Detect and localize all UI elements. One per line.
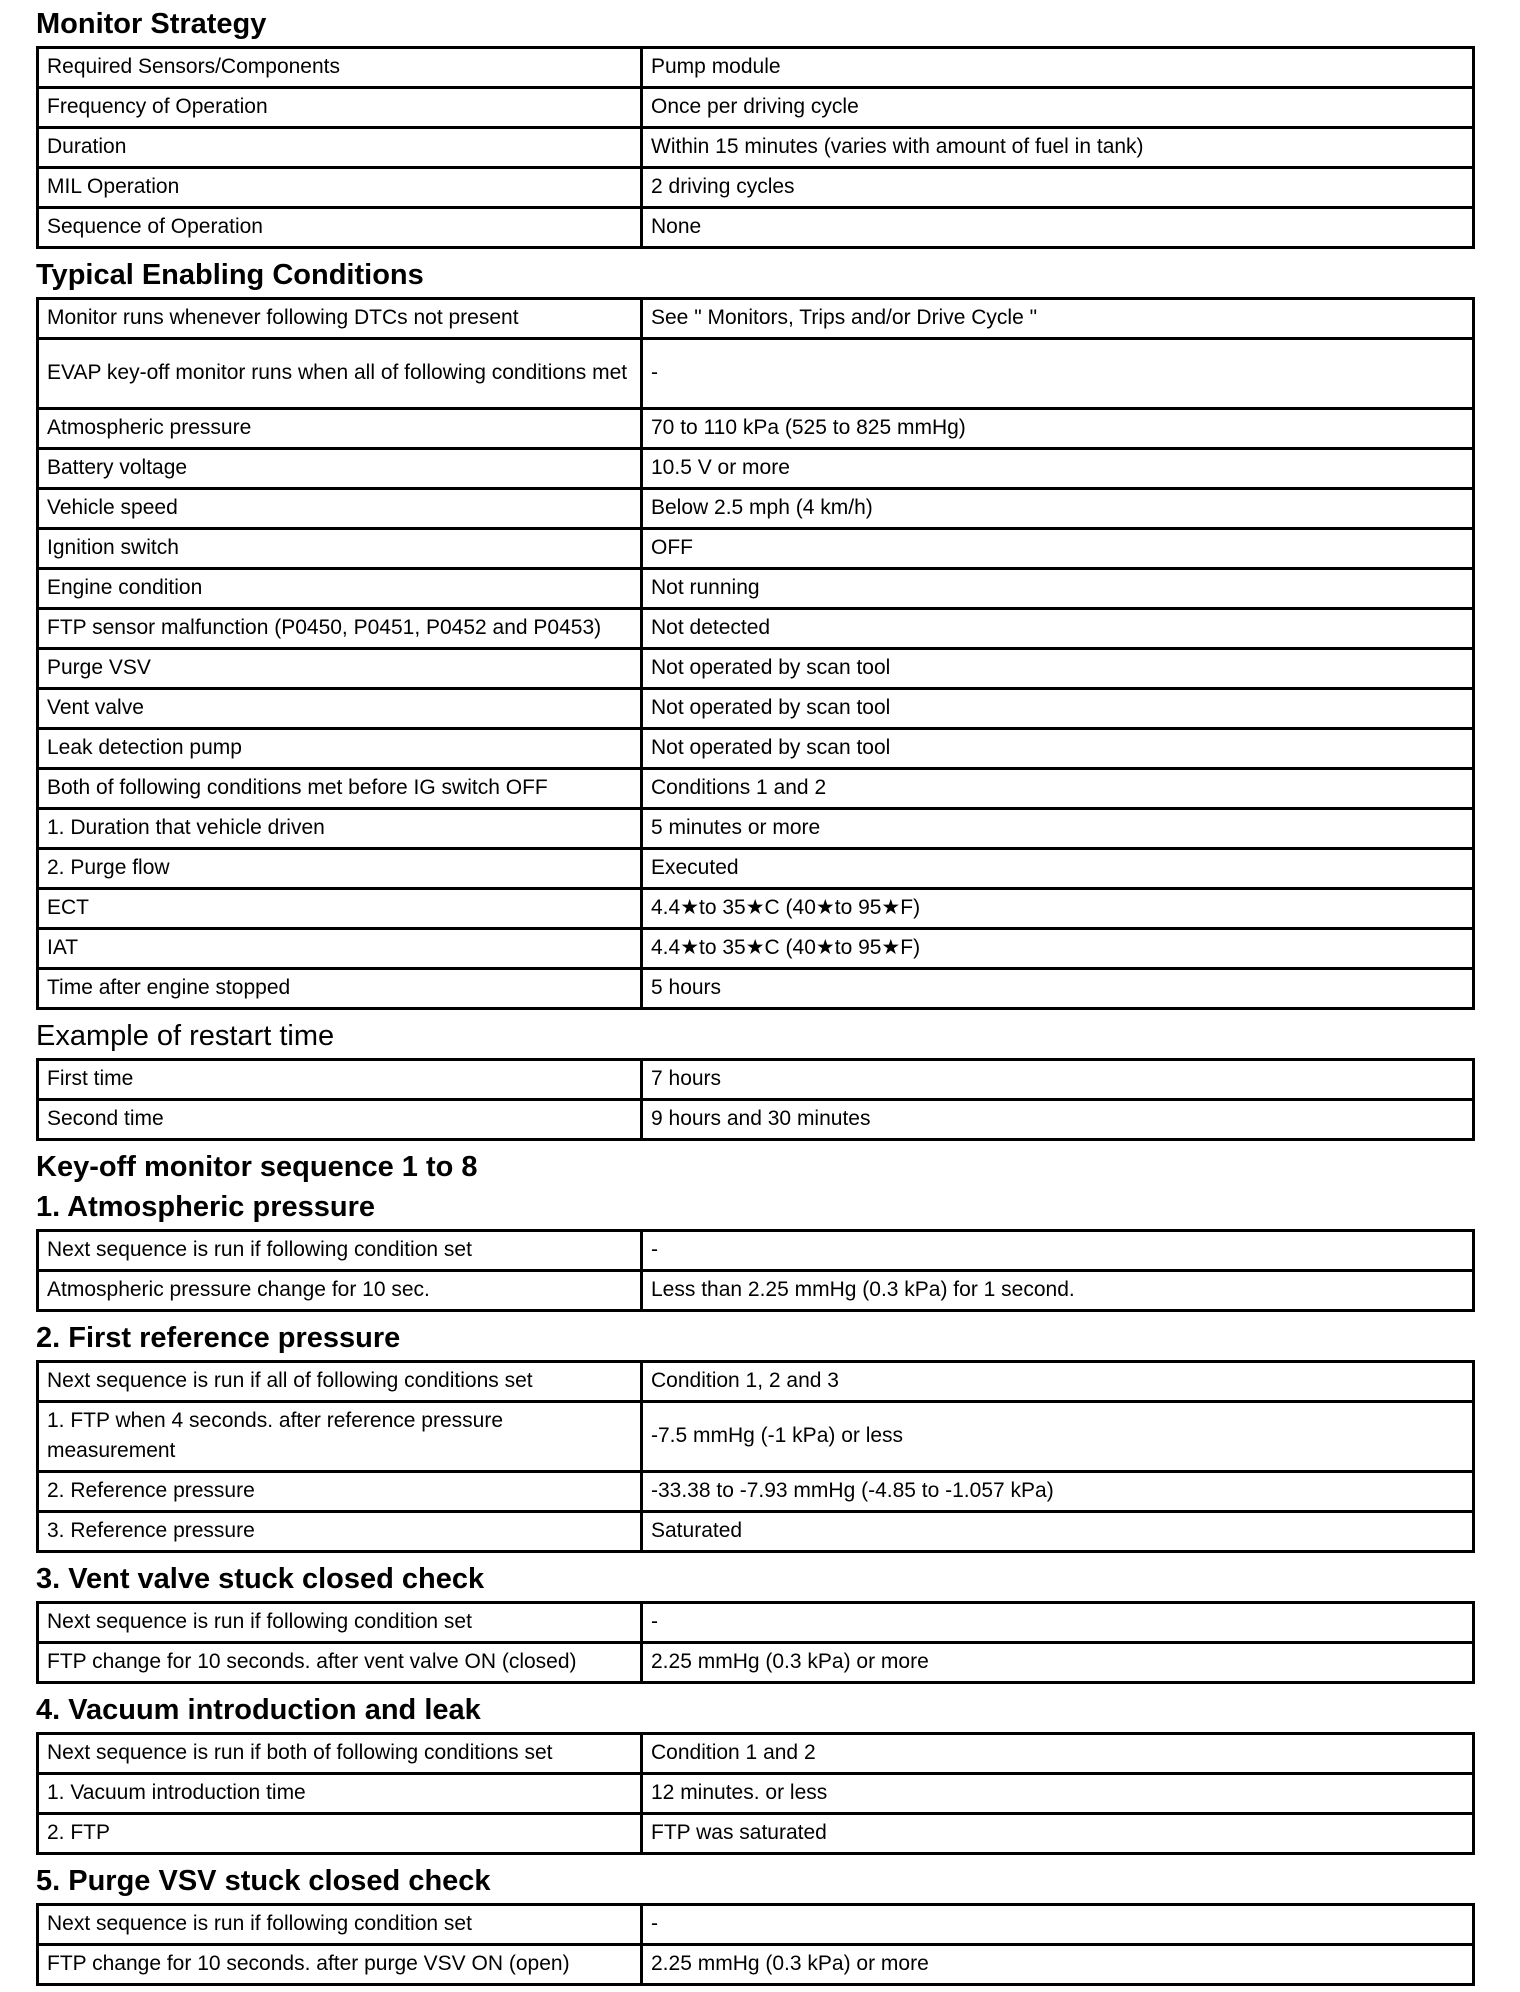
row-value: Condition 1 and 2	[642, 1734, 1474, 1774]
table-row	[38, 1774, 1474, 1814]
row-label: 2. FTP	[38, 1814, 642, 1854]
table-row	[38, 689, 1474, 729]
row-value: 9 hours and 30 minutes	[642, 1100, 1474, 1140]
row-value: 7 hours	[642, 1060, 1474, 1100]
row-label: 3. Reference pressure	[38, 1512, 642, 1552]
row-value: 2 driving cycles	[642, 168, 1474, 208]
row-value: -33.38 to -7.93 mmHg (-4.85 to -1.057 kPa)	[642, 1472, 1474, 1512]
vent-valve-table	[36, 1601, 1475, 1684]
table-row	[38, 409, 1474, 449]
section-heading-typical-enabling-conditions: Typical Enabling Conditions	[36, 259, 424, 291]
table-row	[38, 1231, 1474, 1271]
table-row	[38, 1100, 1474, 1140]
table-row	[38, 1060, 1474, 1100]
row-value: Not operated by scan tool	[642, 689, 1474, 729]
monitor-strategy-table	[36, 46, 1475, 249]
row-value: Within 15 minutes (varies with amount of fuel in tank)	[642, 128, 1474, 168]
row-label: Battery voltage	[38, 449, 642, 489]
row-value: 2.25 mmHg (0.3 kPa) or more	[642, 1945, 1474, 1985]
row-label: First time	[38, 1060, 642, 1100]
table-row	[38, 1512, 1474, 1552]
table-row	[38, 969, 1474, 1009]
row-label: MIL Operation	[38, 168, 642, 208]
row-value: -	[642, 1905, 1474, 1945]
row-value: -	[642, 1603, 1474, 1643]
row-label: FTP change for 10 seconds. after vent valve ON (closed)	[38, 1643, 642, 1683]
row-value: -	[642, 1231, 1474, 1271]
table-row	[38, 1362, 1474, 1402]
table-row	[38, 1603, 1474, 1643]
row-label: Required Sensors/Components	[38, 48, 642, 88]
purge-vsv-table	[36, 1903, 1475, 1986]
table-row	[38, 1271, 1474, 1311]
row-value: 70 to 110 kPa (525 to 825 mmHg)	[642, 409, 1474, 449]
table-row	[38, 1643, 1474, 1683]
row-value: -	[642, 339, 1474, 409]
table-row	[38, 48, 1474, 88]
row-label: Engine condition	[38, 569, 642, 609]
table-row	[38, 1905, 1474, 1945]
table-row	[38, 449, 1474, 489]
row-value: Conditions 1 and 2	[642, 769, 1474, 809]
section-heading-first-reference-pressure: 2. First reference pressure	[36, 1322, 401, 1354]
row-label: IAT	[38, 929, 642, 969]
row-value: Below 2.5 mph (4 km/h)	[642, 489, 1474, 529]
row-label: Duration	[38, 128, 642, 168]
table-row	[38, 128, 1474, 168]
section-heading-key-off-sequence: Key-off monitor sequence 1 to 8	[36, 1151, 478, 1183]
section-heading-vacuum-introduction: 4. Vacuum introduction and leak	[36, 1694, 481, 1726]
table-row	[38, 769, 1474, 809]
vacuum-introduction-table	[36, 1732, 1475, 1855]
row-value: Condition 1, 2 and 3	[642, 1362, 1474, 1402]
table-row	[38, 649, 1474, 689]
row-value: 10.5 V or more	[642, 449, 1474, 489]
row-label: 1. Duration that vehicle driven	[38, 809, 642, 849]
row-label: Vent valve	[38, 689, 642, 729]
row-value: 4.4★to 35★C (40★to 95★F)	[642, 929, 1474, 969]
row-label: Second time	[38, 1100, 642, 1140]
table-row	[38, 1814, 1474, 1854]
row-value: 12 minutes. or less	[642, 1774, 1474, 1814]
table-row	[38, 729, 1474, 769]
row-label: Frequency of Operation	[38, 88, 642, 128]
row-label: Atmospheric pressure	[38, 409, 642, 449]
row-value: 2.25 mmHg (0.3 kPa) or more	[642, 1643, 1474, 1683]
table-row	[38, 1945, 1474, 1985]
row-value: -7.5 mmHg (-1 kPa) or less	[642, 1402, 1474, 1472]
row-label: Ignition switch	[38, 529, 642, 569]
row-value: Less than 2.25 mmHg (0.3 kPa) for 1 second.	[642, 1271, 1474, 1311]
row-label: Atmospheric pressure change for 10 sec.	[38, 1271, 642, 1311]
table-row	[38, 489, 1474, 529]
row-value: Once per driving cycle	[642, 88, 1474, 128]
table-row	[38, 1734, 1474, 1774]
row-value: 5 hours	[642, 969, 1474, 1009]
table-row	[38, 168, 1474, 208]
section-heading-purge-vsv-check: 5. Purge VSV stuck closed check	[36, 1865, 491, 1897]
row-label: EVAP key-off monitor runs when all of following conditions met	[38, 339, 642, 409]
table-row	[38, 1472, 1474, 1512]
row-value: FTP was saturated	[642, 1814, 1474, 1854]
row-label: Next sequence is run if both of following conditions set	[38, 1734, 642, 1774]
section-heading-atmospheric-pressure: 1. Atmospheric pressure	[36, 1191, 375, 1223]
row-value: Not operated by scan tool	[642, 649, 1474, 689]
row-value: 4.4★to 35★C (40★to 95★F)	[642, 889, 1474, 929]
section-heading-vent-valve-check: 3. Vent valve stuck closed check	[36, 1563, 485, 1595]
row-label: 1. Vacuum introduction time	[38, 1774, 642, 1814]
table-row	[38, 88, 1474, 128]
table-row	[38, 299, 1474, 339]
table-row	[38, 529, 1474, 569]
table-row	[38, 809, 1474, 849]
document-page	[36, 4, 1472, 1992]
row-value: None	[642, 208, 1474, 248]
row-label: Next sequence is run if following condition set	[38, 1905, 642, 1945]
row-label: 2. Reference pressure	[38, 1472, 642, 1512]
row-label: 2. Purge flow	[38, 849, 642, 889]
row-label: FTP sensor malfunction (P0450, P0451, P0452 and P0453)	[38, 609, 642, 649]
row-label: Next sequence is run if following condition set	[38, 1603, 642, 1643]
row-label: Leak detection pump	[38, 729, 642, 769]
row-value: Pump module	[642, 48, 1474, 88]
row-value: OFF	[642, 529, 1474, 569]
restart-time-table	[36, 1058, 1475, 1141]
row-label: Sequence of Operation	[38, 208, 642, 248]
row-label: Next sequence is run if following condition set	[38, 1231, 642, 1271]
row-label: Purge VSV	[38, 649, 642, 689]
row-label: ECT	[38, 889, 642, 929]
row-value: Executed	[642, 849, 1474, 889]
section-heading-monitor-strategy: Monitor Strategy	[36, 8, 267, 40]
row-label: Next sequence is run if all of following conditions set	[38, 1362, 642, 1402]
row-label: Both of following conditions met before IG switch OFF	[38, 769, 642, 809]
section-heading-example-restart-time: Example of restart time	[36, 1020, 335, 1052]
table-row	[38, 1402, 1474, 1472]
row-value: 5 minutes or more	[642, 809, 1474, 849]
row-value: Not detected	[642, 609, 1474, 649]
table-row	[38, 339, 1474, 409]
table-row	[38, 889, 1474, 929]
row-value: See " Monitors, Trips and/or Drive Cycle "	[642, 299, 1474, 339]
row-label: Monitor runs whenever following DTCs not present	[38, 299, 642, 339]
row-label: 1. FTP when 4 seconds. after reference pressure measurement	[38, 1402, 642, 1472]
table-row	[38, 208, 1474, 248]
table-row	[38, 609, 1474, 649]
table-row	[38, 929, 1474, 969]
row-value: Not operated by scan tool	[642, 729, 1474, 769]
atmospheric-pressure-table	[36, 1229, 1475, 1312]
enabling-conditions-table	[36, 297, 1475, 1010]
row-label: Vehicle speed	[38, 489, 642, 529]
row-value: Saturated	[642, 1512, 1474, 1552]
table-row	[38, 849, 1474, 889]
table-row	[38, 569, 1474, 609]
row-label: Time after engine stopped	[38, 969, 642, 1009]
row-label: FTP change for 10 seconds. after purge VSV ON (open)	[38, 1945, 642, 1985]
first-reference-pressure-table	[36, 1360, 1475, 1553]
row-value: Not running	[642, 569, 1474, 609]
